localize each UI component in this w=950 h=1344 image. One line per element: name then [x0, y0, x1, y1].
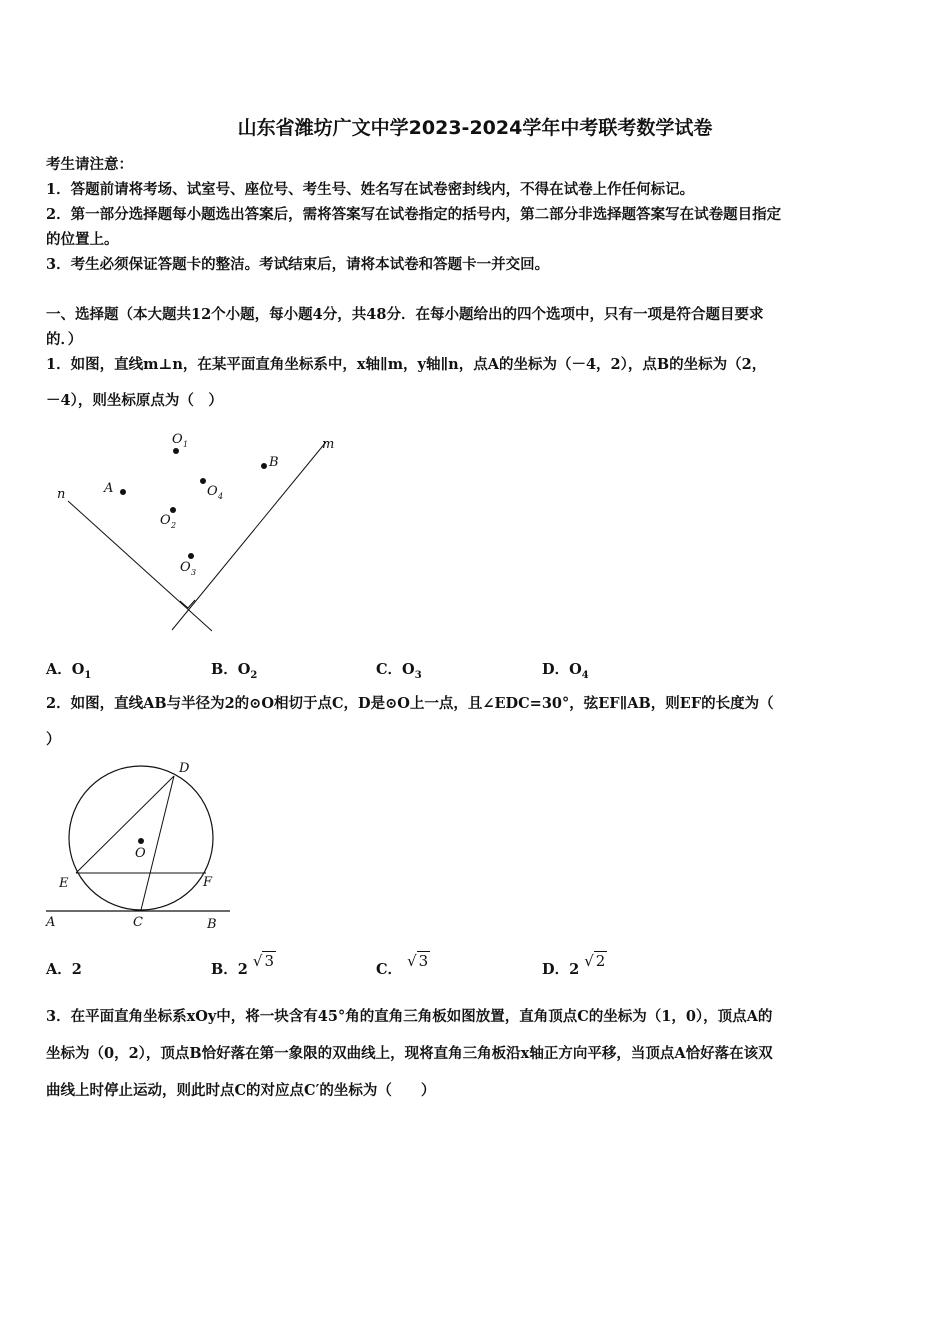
label-m: m	[322, 437, 335, 452]
point-o2	[170, 507, 176, 513]
label-o3-sub: 3	[191, 568, 197, 577]
line-m	[172, 442, 326, 630]
q1-text-line2: －4），则坐标原点为（ ）	[46, 392, 223, 409]
q2-figure	[40, 756, 240, 934]
q3-text-line3: 曲线上时停止运动，则此时点C的对应点C′的坐标为（ ）	[46, 1082, 436, 1099]
point-a	[120, 489, 126, 495]
segment-ed	[76, 776, 174, 873]
sqrt-icon: √ 3	[252, 952, 275, 970]
q2-text-line1: 2．如图，直线AB与半径为2的⊙O相切于点C，D是⊙O上一点，且∠EDC=30°，弦EF∥AB，则EF的长度为（	[46, 695, 774, 712]
sqrt-icon: √ 3	[407, 952, 429, 970]
q1-figure	[40, 428, 350, 638]
page-title: 山东省潍坊广文中学2023-2024学年中考联考数学试卷	[237, 117, 713, 139]
point-o3	[188, 553, 194, 559]
label-o3: O	[180, 560, 191, 575]
q1-option-c[interactable]: C．$O_3$	[376, 661, 422, 681]
label-f: F	[203, 875, 213, 890]
q2-option-b[interactable]: B．2 √ 3	[211, 952, 275, 978]
point-b	[261, 463, 267, 469]
point-o4	[200, 478, 206, 484]
q2-text-line2: ）	[46, 731, 61, 748]
label-o: O	[135, 846, 146, 861]
label-o2-sub: 2	[171, 521, 177, 530]
q1-option-d[interactable]: D．$O_4$	[542, 661, 589, 681]
label-b: B	[207, 917, 217, 932]
section1-heading: 一、选择题（本大题共12个小题，每小题4分，共48分．在每小题给出的四个选项中，只有一项是符合题目要求	[46, 306, 764, 323]
label-o4-sub: 4	[218, 492, 224, 501]
label-o2: O	[160, 513, 171, 528]
notice-item-2: 2．第一部分选择题每小题选出答案后，需将答案写在试卷指定的括号内，第二部分非选择题答案写在试卷题目指定	[46, 206, 782, 223]
q3-text-line1: 3．在平面直角坐标系xOy中，将一块含有45°角的直角三角板如图放置，直角顶点C的坐标为（1，0），顶点A的	[46, 1008, 773, 1025]
label-n: n	[57, 487, 66, 502]
label-o4: O	[207, 484, 218, 499]
q2-option-d[interactable]: D．2 √ 2	[542, 952, 606, 978]
point-o1	[173, 448, 179, 454]
label-o1: O	[172, 432, 183, 447]
section1-heading-cont: 的．）	[46, 331, 83, 348]
notice-item-3: 3．考生必须保证答题卡的整洁。考试结束后，请将本试卷和答题卡一并交回。	[46, 256, 550, 273]
label-c: C	[133, 915, 143, 930]
notice-item-2-cont: 的位置上。	[46, 231, 119, 248]
label-d: D	[179, 761, 190, 776]
q2-option-a[interactable]: A．2	[46, 961, 82, 978]
label-a: A	[104, 481, 114, 496]
q2-option-c[interactable]: C． √ 3	[376, 952, 429, 978]
sqrt-icon: √ 2	[584, 952, 606, 970]
point-center	[138, 838, 144, 844]
q1-option-b[interactable]: B．$O_2$	[211, 661, 258, 681]
segment-dc	[141, 776, 174, 910]
label-o1-sub: 1	[183, 440, 189, 449]
notice-item-1: 1．答题前请将考场、试室号、座位号、考生号、姓名写在试卷密封线内，不得在试卷上作任何标记。	[46, 181, 695, 198]
label-b: B	[269, 455, 279, 470]
q1-text-line1: 1．如图，直线m⊥n，在某平面直角坐标系中，x轴∥m，y轴∥n，点A的坐标为（－4，2），点B的坐标为（2，	[46, 356, 767, 373]
label-e: E	[59, 876, 69, 891]
q3-text-line2: 坐标为（0，2），顶点B恰好落在第一象限的双曲线上，现将直角三角板沿x轴正方向平移，当顶点A恰好落在该双	[46, 1045, 773, 1062]
label-a: A	[46, 915, 56, 930]
q1-option-a[interactable]: A．$O_1$	[46, 661, 92, 681]
notice-heading: 考生请注意：	[46, 156, 133, 173]
